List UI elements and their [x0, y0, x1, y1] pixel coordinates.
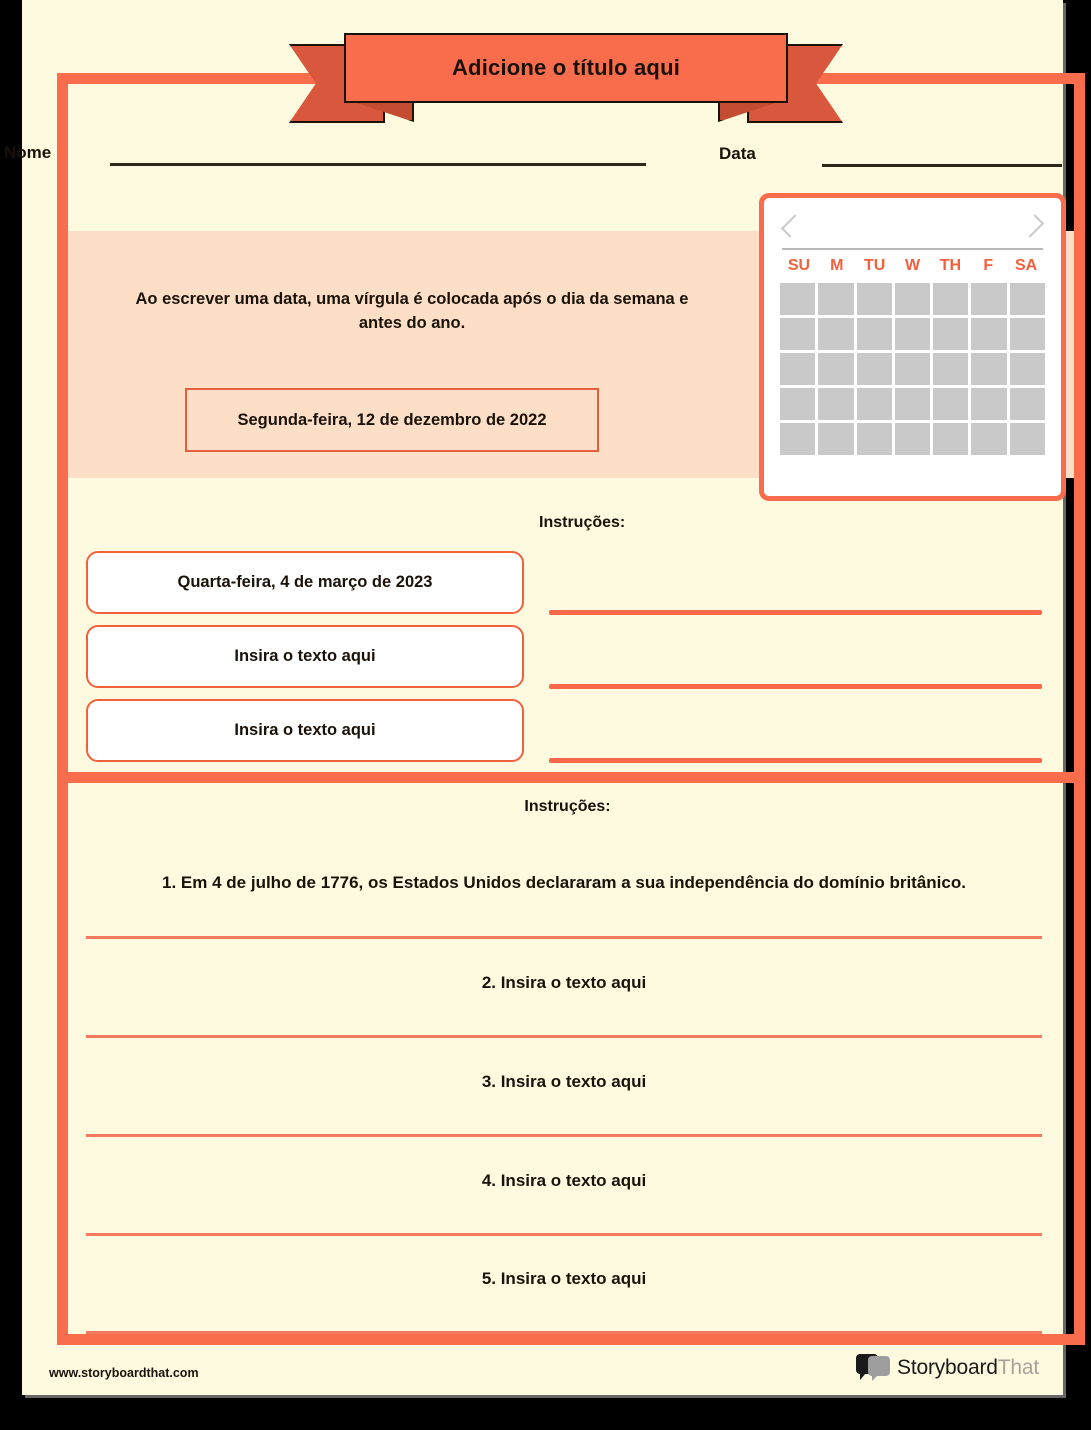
numbered-item-line[interactable]: [86, 1134, 1042, 1137]
calendar-cell[interactable]: [1010, 283, 1045, 315]
calendar-cell[interactable]: [780, 283, 815, 315]
answer-write-line[interactable]: [549, 610, 1042, 615]
calendar-cell[interactable]: [818, 423, 853, 455]
answer-write-line[interactable]: [549, 758, 1042, 763]
calendar-cell[interactable]: [780, 353, 815, 385]
name-label: Nome: [4, 143, 52, 162]
title-banner[interactable]: [286, 31, 846, 123]
calendar-cell[interactable]: [895, 423, 930, 455]
calendar-day-header: TH: [939, 256, 962, 274]
calendar-divider: [782, 248, 1043, 250]
bottom-instructions-label: Instruções:: [524, 798, 611, 815]
word-box-text: Insira o texto aqui: [234, 647, 376, 665]
numbered-item-line[interactable]: [86, 936, 1042, 939]
word-box-text: Quarta-feira, 4 de março de 2023: [177, 573, 433, 591]
calendar-cell[interactable]: [818, 353, 853, 385]
calendar-day-header: SU: [787, 256, 811, 274]
numbered-item: 2. Insira o texto aqui: [481, 973, 647, 992]
calendar-cell[interactable]: [1010, 423, 1045, 455]
calendar-day-headers: [780, 257, 1045, 275]
calendar-day-header: TU: [863, 256, 886, 274]
word-box[interactable]: [86, 699, 524, 762]
calendar-cell[interactable]: [971, 388, 1006, 420]
word-box[interactable]: [86, 625, 524, 688]
calendar-grid: [780, 283, 1045, 455]
calendar-cell[interactable]: [1010, 318, 1045, 350]
speech-bubble-front: [868, 1356, 890, 1376]
logo-secondary-text: That: [997, 1356, 1039, 1379]
date-label: Data: [719, 144, 756, 163]
middle-instructions-label: Instruções:: [539, 514, 626, 531]
date-write-line[interactable]: [822, 164, 1062, 167]
logo-primary-text: Storyboard: [897, 1356, 998, 1379]
chevron-left-icon[interactable]: [781, 214, 804, 237]
speech-bubbles-icon: [856, 1354, 890, 1382]
calendar-cell[interactable]: [933, 423, 968, 455]
calendar-day-header: SA: [1014, 256, 1038, 274]
calendar-cell[interactable]: [933, 388, 968, 420]
worksheet-page: [4, 0, 1063, 1395]
calendar-cell[interactable]: [895, 388, 930, 420]
banner-body[interactable]: [344, 33, 788, 103]
calendar-cell[interactable]: [1010, 388, 1045, 420]
numbered-item: 1. Em 4 de julho de 1776, os Estados Unidos declararam a sua independência do domínio britânico.: [162, 873, 966, 892]
numbered-item: 3. Insira o texto aqui: [481, 1072, 647, 1091]
calendar-cell[interactable]: [857, 318, 892, 350]
calendar-cell[interactable]: [895, 318, 930, 350]
example-date-box[interactable]: [185, 388, 599, 452]
example-date-text: Segunda-feira, 12 de dezembro de 2022: [237, 410, 547, 429]
footer-url[interactable]: www.storyboardthat.com: [49, 1366, 199, 1380]
calendar-nav: [780, 212, 1045, 244]
storyboardthat-logo[interactable]: [856, 1354, 1039, 1382]
numbered-item-line[interactable]: [86, 1233, 1042, 1236]
answer-write-line[interactable]: [549, 684, 1042, 689]
calendar-day-header: F: [983, 256, 994, 274]
calendar-day-header: W: [904, 256, 921, 274]
calendar-cell[interactable]: [857, 388, 892, 420]
calendar-cell[interactable]: [933, 283, 968, 315]
calendar-cell[interactable]: [895, 283, 930, 315]
word-box-text: Insira o texto aqui: [234, 721, 376, 739]
calendar-cell[interactable]: [933, 318, 968, 350]
numbered-item-line[interactable]: [86, 1331, 1042, 1334]
calendar-widget[interactable]: [759, 193, 1066, 501]
calendar-cell[interactable]: [933, 353, 968, 385]
page-title: Adicione o título aqui: [451, 55, 681, 80]
calendar-cell[interactable]: [818, 388, 853, 420]
calendar-day-header: M: [830, 256, 844, 274]
frame-section-divider: [57, 772, 1085, 783]
calendar-cell[interactable]: [971, 318, 1006, 350]
calendar-cell[interactable]: [780, 423, 815, 455]
calendar-cell[interactable]: [971, 353, 1006, 385]
word-box[interactable]: [86, 551, 524, 614]
numbered-item: 5. Insira o texto aqui: [481, 1269, 647, 1288]
calendar-cell[interactable]: [780, 388, 815, 420]
calendar-cell[interactable]: [818, 283, 853, 315]
grammar-rule-text: Ao escrever uma data, uma vírgula é colocada após o dia da semana e antes do ano.: [135, 290, 689, 332]
numbered-item: 4. Insira o texto aqui: [481, 1171, 647, 1190]
calendar-cell[interactable]: [1010, 353, 1045, 385]
numbered-item-line[interactable]: [86, 1035, 1042, 1038]
calendar-cell[interactable]: [857, 423, 892, 455]
calendar-cell[interactable]: [857, 353, 892, 385]
logo-wordmark: [897, 1356, 1039, 1380]
calendar-cell[interactable]: [818, 318, 853, 350]
calendar-cell[interactable]: [857, 283, 892, 315]
calendar-cell[interactable]: [971, 423, 1006, 455]
chevron-right-icon[interactable]: [1021, 214, 1044, 237]
name-write-line[interactable]: [110, 163, 646, 166]
calendar-cell[interactable]: [971, 283, 1006, 315]
calendar-cell[interactable]: [895, 353, 930, 385]
calendar-cell[interactable]: [780, 318, 815, 350]
